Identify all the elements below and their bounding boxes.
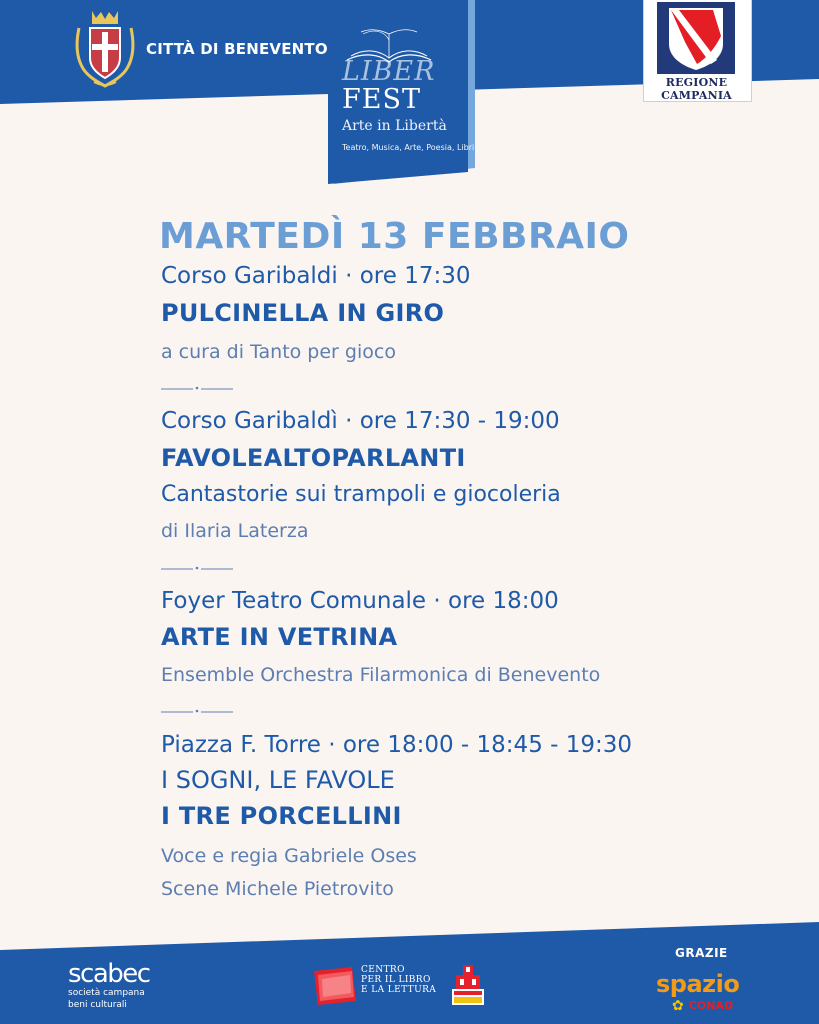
sponsor-brand: CONAD (688, 999, 734, 1012)
event-2-location-time: Corso Garibaldì · ore 17:30 - 19:00 (161, 408, 560, 434)
regione-campania-flag-icon (657, 2, 735, 74)
festival-subtitle: Arte in Libertà (342, 118, 447, 134)
separator (161, 378, 233, 392)
separator (161, 558, 233, 572)
scabec-subtitle-line1: società campana (68, 988, 145, 998)
reading-city-icon (448, 963, 488, 1007)
event-4-location-time: Piazza F. Torre · ore 18:00 - 18:45 - 19:30 (161, 732, 633, 758)
scabec-logo (68, 959, 150, 1010)
event-3-credit: Ensemble Orchestra Filarmonica di Benevento (161, 664, 601, 686)
scabec-subtitle-line2: beni culturali (68, 1000, 127, 1010)
thanks-label: GRAZIE (675, 946, 728, 960)
event-1-location-time: Corso Garibaldi · ore 17:30 (161, 263, 471, 289)
event-1-title: PULCINELLA IN GIRO (161, 299, 445, 327)
book-center-line3: E LA LETTURA (361, 985, 437, 995)
scabec-name: scabec (68, 959, 150, 989)
event-4-title-line1: I SOGNI, LE FAVOLE (161, 766, 395, 794)
festival-logo (328, 0, 475, 186)
event-3-location-time: Foyer Teatro Comunale · ore 18:00 (161, 588, 559, 614)
event-1-credit: a cura di Tanto per gioco (161, 341, 396, 363)
event-4-title-line2: I TRE PORCELLINI (161, 802, 402, 830)
event-2-credit: di Ilaria Laterza (161, 520, 309, 542)
conad-flower-icon: ✿ (672, 997, 684, 1014)
book-center-line2: PER IL LIBRO (361, 975, 431, 985)
event-4-credit-line2: Scene Michele Pietrovito (161, 878, 394, 900)
benevento-crest-icon (74, 8, 136, 90)
festival-tagline: Teatro, Musica, Arte, Poesia, Libri (342, 143, 475, 152)
festival-name-line1: LIBER (342, 56, 436, 87)
city-name: CITTÀ DI BENEVENTO (146, 40, 328, 58)
separator (161, 701, 233, 715)
book-center-line1: CENTRO (361, 965, 405, 975)
book-center-name (361, 965, 436, 995)
event-4-credit-line1: Voce e regia Gabriele Oses (161, 845, 417, 867)
event-date: MARTEDÌ 13 FEBBRAIO (159, 216, 630, 257)
event-2-subtitle: Cantastorie sui trampoli e giocoleria (161, 482, 561, 507)
event-3-title: ARTE IN VETRINA (161, 623, 398, 651)
event-2-title: FAVOLEALTOPARLANTI (161, 444, 466, 472)
sponsor-name: spazio (656, 970, 740, 998)
festival-name-line2: FEST (342, 84, 421, 115)
book-center-icon (312, 963, 358, 1009)
sponsor-brand-row (672, 995, 733, 1014)
region-name: REGIONE CAMPANIA (661, 76, 732, 102)
sponsor-logo (656, 970, 756, 1014)
